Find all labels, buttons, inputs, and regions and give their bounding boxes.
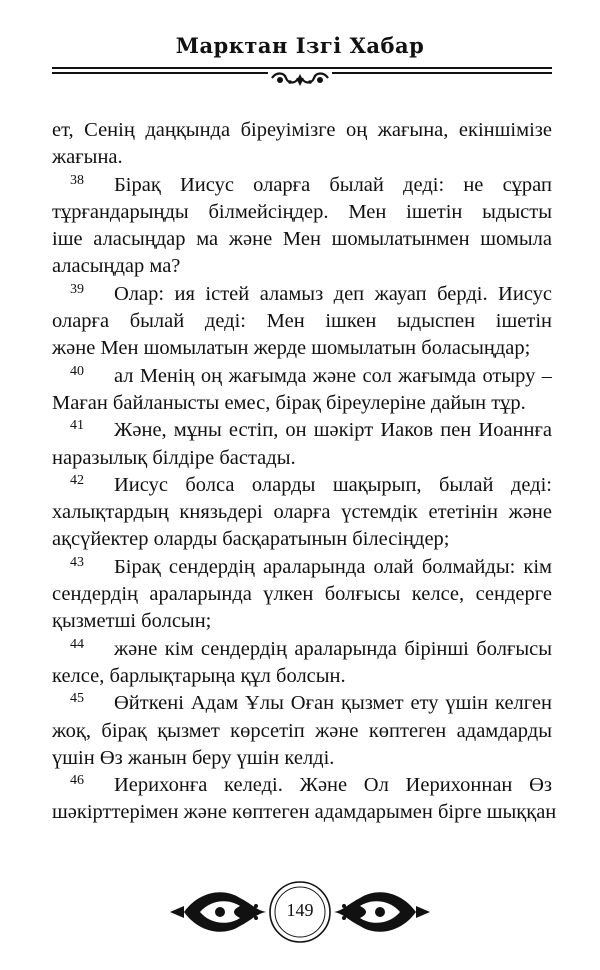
verse-text: Олар: ия істей аламыз деп жауап берді. Иисус <box>114 282 552 305</box>
text-line <box>52 799 557 826</box>
text-line <box>52 253 552 280</box>
verse-text: Бірақ сендердің араларында олай болмайды: кім <box>114 555 552 578</box>
verse-text: оларға былай деді: Мен ішкен ыдыспен ішетін <box>52 310 552 333</box>
verse-text: іше аласыңдар ма және Мен шомылатынмен шомыла <box>52 228 552 251</box>
text-line <box>52 718 552 745</box>
text-line <box>52 636 552 663</box>
running-header-title: Марктан Ізгі Хабар <box>175 33 425 58</box>
text-line <box>52 581 552 608</box>
text-line <box>52 663 552 690</box>
text-line <box>52 526 552 553</box>
verse-text: ет, Сенің даңқында біреуімізге оң жағына, екіншімізе <box>52 119 552 141</box>
page-number: 149 <box>286 900 314 920</box>
text-line <box>52 308 552 335</box>
verse-text: Иерихонға келеді. Және Ол Иерихоннан Өз <box>114 774 552 797</box>
verse-text: ақсүйектер оларды басқаратынын білесіңдер; <box>52 528 450 551</box>
verse-text: наразылық білдіре бастады. <box>52 446 296 469</box>
verse-number: 44 <box>70 636 84 652</box>
text-line <box>52 144 552 171</box>
page-footer <box>170 880 430 944</box>
verse-number: 42 <box>70 472 84 488</box>
text-line <box>52 499 552 526</box>
text-line <box>52 363 552 390</box>
verse-text: халықтардың князьдері оларға үстемдік ететінін және <box>52 501 552 524</box>
verse-text: қызметші болсын; <box>52 610 212 633</box>
text-line <box>52 445 552 472</box>
text-line <box>52 117 552 144</box>
verse-text: Өйткені Адам Ұлы Оған қызмет ету үшін келген <box>114 692 552 715</box>
verse-number: 38 <box>70 172 84 188</box>
verse-text: сендердің араларында үлкен болғысы келсе, сендерге <box>52 583 552 606</box>
verse-text: Иисус болса оларды шақырып, былай деді: <box>114 473 552 496</box>
verse-text: және кім сендердің араларында бірінші болғысы <box>114 637 552 660</box>
text-line <box>52 226 552 253</box>
text-line <box>52 554 552 581</box>
verse-text: келсе, барлықтарыңа құл болсын. <box>52 664 346 687</box>
header-ornament-icon <box>268 70 332 90</box>
text-line <box>52 472 552 499</box>
text-line <box>52 417 552 444</box>
verse-text: жағына. <box>52 146 123 169</box>
verse-number: 43 <box>70 554 84 570</box>
verse-text: Және, мұны естіп, он шәкірт Иаков пен Иоаннға <box>114 419 552 442</box>
verse-number: 40 <box>70 363 84 379</box>
verse-text: тұрғандарыңды білмейсіңдер. Мен ішетін ыдысты <box>52 200 552 223</box>
verse-text: аласыңдар ма? <box>52 255 181 278</box>
verse-number: 39 <box>70 281 84 297</box>
verse-number: 41 <box>70 418 84 434</box>
verse-text: Маған байланысты емес, бірақ біреулеріне дайын тұр. <box>52 391 526 414</box>
text-line <box>52 690 552 717</box>
verse-text: үшін Өз жанын беру үшін келді. <box>52 746 335 769</box>
verse-text: Бірақ Иисус оларға былай деді: не сұрап <box>114 173 552 196</box>
verse-text: жоқ, бірақ қызмет көрсетіп және көптеген адамдарды <box>52 719 552 742</box>
text-line <box>52 390 552 417</box>
verse-number: 46 <box>70 773 84 789</box>
verse-number: 45 <box>70 691 84 707</box>
text-line <box>52 608 552 635</box>
text-line <box>52 199 552 226</box>
scripture-text <box>52 117 557 827</box>
verse-text: және Мен шомылатын жерде шомылатын боласыңдар; <box>52 337 531 360</box>
text-line <box>52 335 552 362</box>
verse-text: ал Менің оң жағымда және сол жағымда отыру – <box>114 364 552 387</box>
header-rule-top <box>52 67 552 69</box>
text-line <box>52 745 552 772</box>
text-line <box>52 172 552 199</box>
verse-text: шәкірттерімен және көптеген адамдарымен бірге шыққан <box>52 801 557 824</box>
text-line <box>52 281 552 308</box>
text-line <box>52 772 552 799</box>
